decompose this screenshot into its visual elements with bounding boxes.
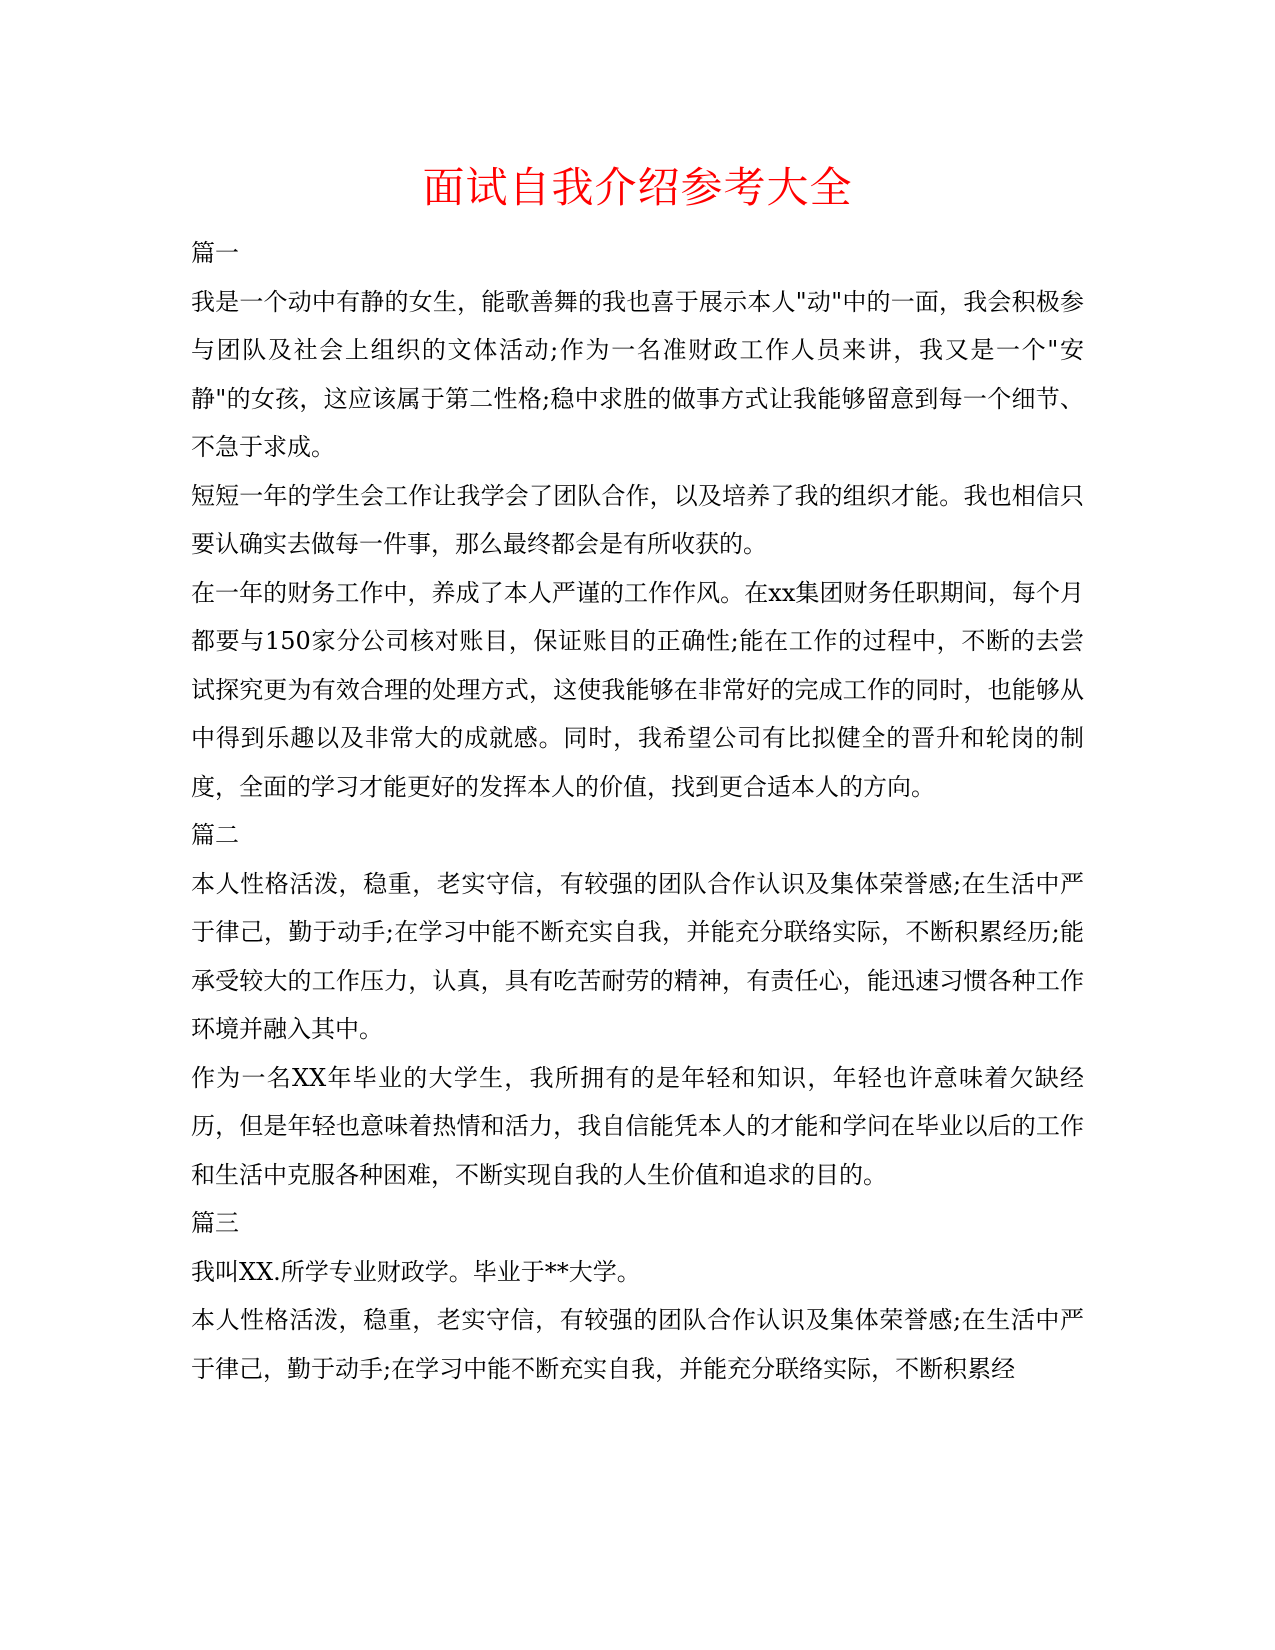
paragraph: 作为一名XX年毕业的大学生，我所拥有的是年轻和知识，年轻也许意味着欠缺经历，但是年轻也意味着热情和活力，我自信能凭本人的才能和学问在毕业以后的工作和生活中克服各种困难，不断实现自我的人生价值和追求的目的。 [191, 1063, 1084, 1189]
document-title: 面试自我介绍参考大全 [422, 163, 853, 212]
section-heading-3: 篇三 [191, 1209, 239, 1237]
paragraph: 本人性格活泼，稳重，老实守信，有较强的团队合作认识及集体荣誉感;在生活中严于律己，勤于动手;在学习中能不断充实自我，并能充分联络实际，不断积累经 [191, 1306, 1084, 1383]
paragraph: 本人性格活泼，稳重，老实守信，有较强的团队合作认识及集体荣誉感;在生活中严于律己，勤于动手;在学习中能不断充实自我，并能充分联络实际，不断积累经历;能承受较大的工作压力，认真，具有吃苦耐劳的精神，有责任心，能迅速习惯各种工作环境并融入其中。 [191, 869, 1084, 1043]
section-heading-2: 篇二 [191, 821, 239, 849]
paragraph: 我叫XX.所学专业财政学。毕业于**大学。 [191, 1257, 641, 1286]
section-heading-1: 篇一 [191, 239, 239, 267]
paragraph: 在一年的财务工作中，养成了本人严谨的工作作风。在xx集团财务任职期间，每个月都要与150家分公司核对账目，保证账目的正确性;能在工作的过程中，不断的去尝试探究更为有效合理的处理方式，这使我能够在非常好的完成工作的同时，也能够从中得到乐趣以及非常大的成就感。同时，我希望公司有比拟健全的晋升和轮岗的制度，全面的学习才能更好的发挥本人的价值，找到更合适本人的方向。 [191, 578, 1084, 801]
paragraph: 短短一年的学生会工作让我学会了团队合作，以及培养了我的组织才能。我也相信只要认确实去做每一件事，那么最终都会是有所收获的。 [191, 481, 1084, 558]
document-body [191, 229, 1084, 1393]
paragraph: 我是一个动中有静的女生，能歌善舞的我也喜于展示本人"动"中的一面，我会积极参与团队及社会上组织的文体活动;作为一名准财政工作人员来讲，我又是一个"安静"的女孩，这应该属于第二性格;稳中求胜的做事方式让我能够留意到每一个细节、不急于求成。 [191, 287, 1084, 461]
